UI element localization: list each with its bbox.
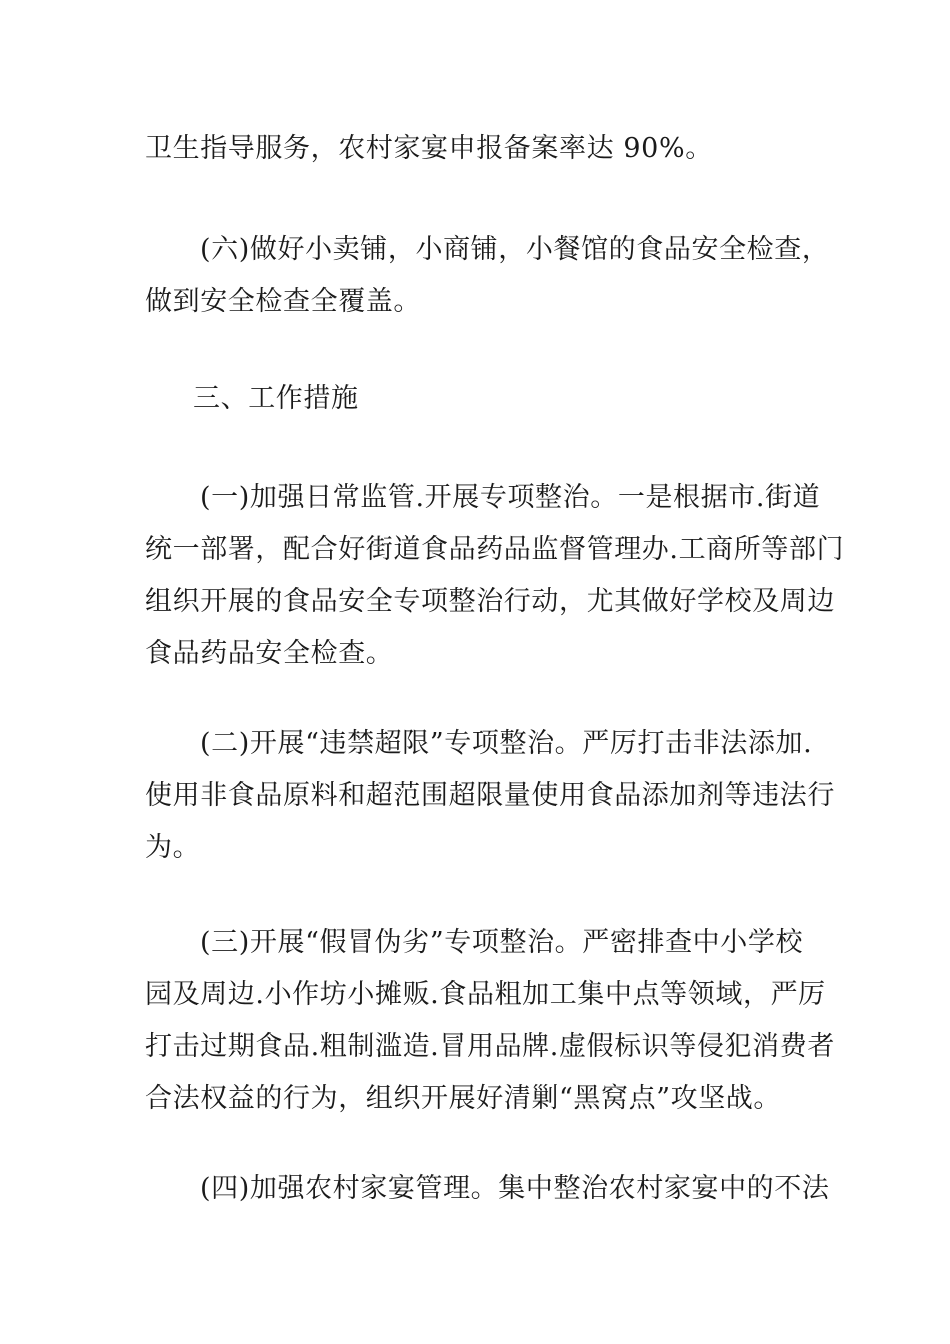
text-line: (六)做好小卖铺，小商铺，小餐馆的食品安全检查， bbox=[200, 234, 830, 265]
text-line: 合法权益的行为，组织开展好清剿“黑窝点”攻坚战。 bbox=[145, 1083, 782, 1114]
paragraph-item-6 bbox=[145, 224, 830, 328]
paragraph-measure-4 bbox=[145, 1163, 830, 1215]
text-line: 园及周边.小作坊小摊贩.食品粗加工集中点等领域，严厉 bbox=[145, 979, 826, 1010]
text-line: (二)开展“违禁超限”专项整治。严厉打击非法添加. bbox=[200, 728, 813, 759]
text-line: (四)加强农村家宴管理。集中整治农村家宴中的不法 bbox=[200, 1173, 830, 1204]
text-line: 为。 bbox=[145, 832, 201, 863]
text-line: 卫生指导服务，农村家宴申报备案率达 90%。 bbox=[145, 133, 713, 164]
text-line: 打击过期食品.粗制滥造.冒用品牌.虚假标识等侵犯消费者 bbox=[145, 1031, 835, 1062]
text-line: 组织开展的食品安全专项整治行动，尤其做好学校及周边 bbox=[145, 586, 835, 617]
text-line: 做到安全检查全覆盖。 bbox=[145, 286, 421, 317]
text-line: (三)开展“假冒伪劣”专项整治。严密排查中小学校 bbox=[200, 927, 804, 958]
section-heading: 三、工作措施 bbox=[193, 383, 359, 414]
paragraph-measure-2 bbox=[145, 718, 835, 874]
paragraph-continuation bbox=[145, 123, 810, 175]
text-line: (一)加强日常监管.开展专项整治。一是根据市.街道 bbox=[200, 482, 821, 513]
paragraph-measure-3 bbox=[145, 917, 835, 1125]
text-line: 使用非食品原料和超范围超限量使用食品添加剂等违法行 bbox=[145, 780, 835, 811]
text-line: 食品药品安全检查。 bbox=[145, 638, 394, 669]
text-line: 统一部署，配合好街道食品药品监督管理办.工商所等部门 bbox=[145, 534, 845, 565]
paragraph-measure-1 bbox=[145, 472, 845, 680]
